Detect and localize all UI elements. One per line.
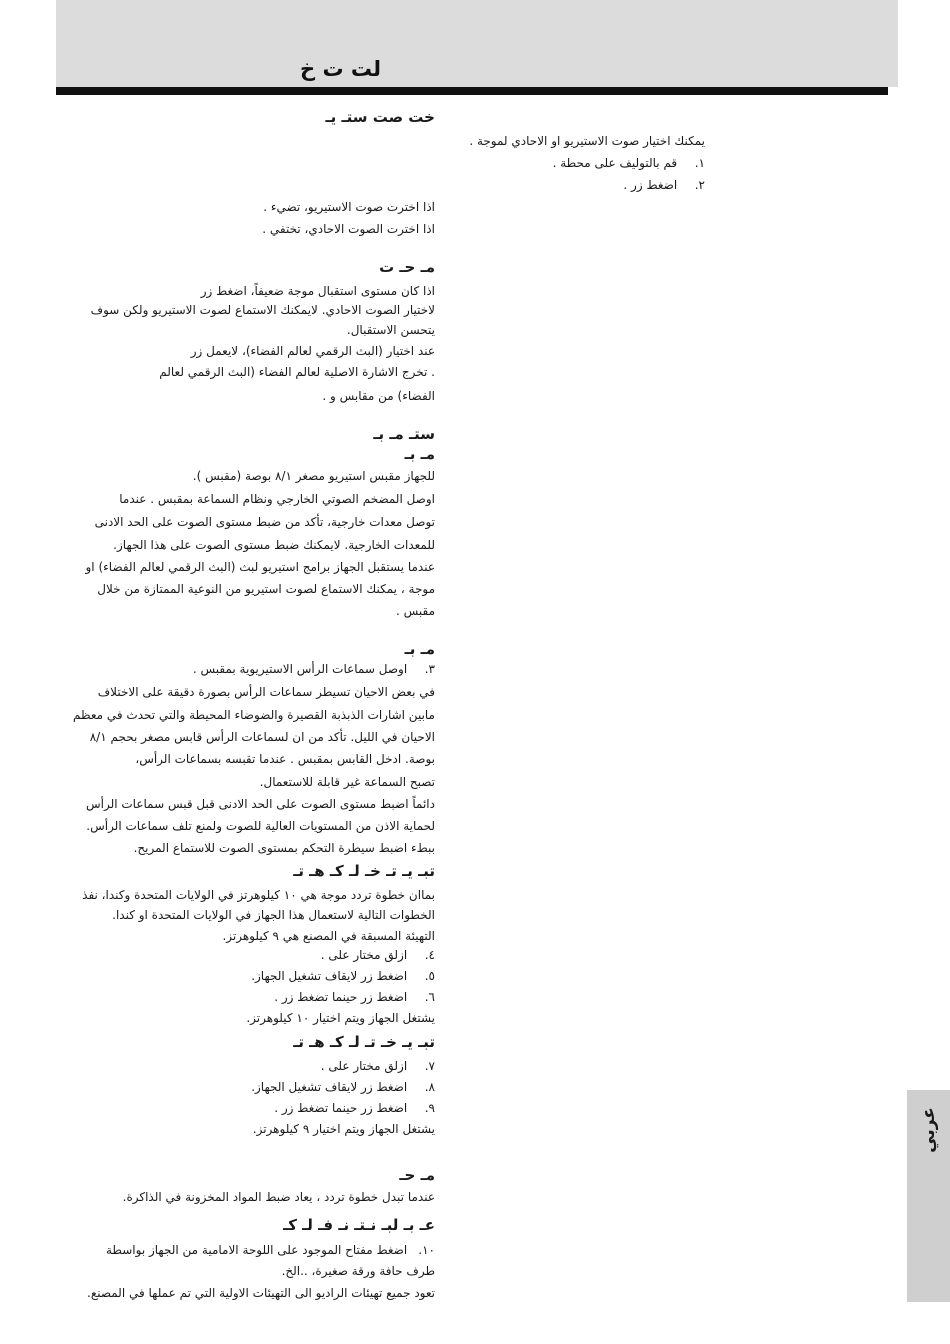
section-heading-headphones: مـ بـ [404,640,435,658]
header-rule [56,87,888,95]
paragraph-line: يتحسن الاستقبال. [346,323,435,337]
step-text: ازلق مختار على . [320,1059,408,1073]
step-number: ٥. [424,969,435,983]
subheading-jack: مـ بـ [404,445,435,463]
numbered-step-10 [106,1242,435,1258]
numbered-step-4 [321,947,435,963]
step-number: ٦. [424,990,435,1004]
paragraph-line: عند اختيار (البث الرقمي لعالم الفضاء)، لايعمل زر [190,344,435,358]
paragraph-line: عندما يستقبل الجهاز برامج استيريو لبث (البث الرقمي لعالم الفضاء) او [85,560,435,574]
section-heading-note-2: مـ حـ [399,1166,435,1184]
paragraph-line: مقبس . [395,604,435,618]
paragraph-line: يشتغل الجهاز ويتم اختيار ٩ كيلوهرتز. [252,1122,435,1136]
paragraph-line: . تخرج الاشارة الاصلية لعالم الفضاء (البث الرقمي لعالم [159,365,435,379]
numbered-step-3 [193,661,435,677]
step-text: ازلق مختار على . [320,948,408,962]
section-heading-line-out: ستـ مـ بـ [373,425,435,443]
paragraph-line: تعود جميع تهيئات الراديو الى التهيئات الاولية التي تم عملها في المصنع. [87,1286,435,1300]
numbered-step-8 [251,1079,435,1095]
paragraph-line: يشتغل الجهاز ويتم اختيار ١٠ كيلوهرتز. [246,1011,435,1025]
paragraph-line: اذا كان مستوى استقبال موجة ضعيفاً، اضغط زر [200,284,435,298]
step-text: اضغط زر . [623,178,678,192]
numbered-step-2 [623,177,705,193]
step-text: اضغط زر لايقاف تشغيل الجهاز. [251,1080,408,1094]
paragraph-line: للمعدات الخارجية. لايمكنك ضبط مستوى الصوت على هذا الجهاز. [113,538,435,552]
section-heading-stereo-mono: خت صت ستـ يـ [325,108,435,126]
step-number: ٩. [424,1101,435,1115]
paragraph-line: الفضاء) من مقابس و . [322,389,435,403]
paragraph-line: عندما تبدل خطوة تردد ، يعاد ضبط المواد المخزونة في الذاكرة. [122,1190,435,1204]
paragraph-line: موجة ، يمكنك الاستماع لصوت استيريو من النوعية الممتازة من خلال [97,582,435,596]
step-number: ٧. [424,1059,435,1073]
step-text: اوصل سماعات الرأس الاستيريوية بمقبس . [192,662,408,676]
step-number: ١. [694,156,705,170]
paragraph-line: اذا اخترت الصوت الاحادي، تختفي . [262,222,435,236]
section-heading-step-9khz: تبـ يـ خـ تـ لـ كـ هـ تـ [293,1033,435,1051]
step-number: ٢. [694,178,705,192]
paragraph-line: اذا اخترت صوت الاستيريو، تضيء . [263,200,435,214]
paragraph-line: تصبح السماعة غير قابلة للاستعمال. [259,775,435,789]
paragraph-line: بوصة. ادخل القابس بمقبس . عندما تقبسه بسماعات الرأس، [135,752,435,766]
numbered-step-1 [553,155,705,171]
section-heading-step-10khz: تبـ يـ تـ خـ لـ كـ هـ تـ [293,862,435,880]
numbered-step-6 [274,989,435,1005]
paragraph-line: في بعض الاحيان تسيطر سماعات الرأس بصورة دقيقة على الاختلاف [97,685,435,699]
step-number: ٣. [424,662,435,676]
paragraph-line: الاحيان في الليل. تأكد من ان لسماعات الرأس قابس مصغر بحجم ٨/١ [89,730,435,744]
step-number: ٤. [424,948,435,962]
section-heading-reset: عـ بـ لبـ نـتـ نـ فـ لـ كـ [283,1216,435,1234]
paragraph-line: بماان خطوة تردد موجة هي ١٠ كيلوهرتز في الولايات المتحدة وكندا، نفذ [82,888,435,902]
paragraph-line: للجهاز مقبس استيريو مصغر ٨/١ بوصة (مقبس ). [192,469,435,483]
paragraph-line: لحماية الاذن من المستويات العالية للصوت ولمنع تلف سماعات الرأس. [86,819,435,833]
step-text: اضغط زر لايقاف تشغيل الجهاز. [251,969,408,983]
top-header-band [56,0,898,87]
paragraph-line: التهيئة المسبقة في المصنع هي ٩ كيلوهرتز. [222,929,435,943]
step-text: اضغط زر حينما تضغط زر . [274,990,408,1004]
paragraph-line: طرف حافة ورقة صغيرة، ..الخ. [281,1264,435,1278]
step-text: قم بالتوليف على محطة . [552,156,678,170]
language-side-tab-label: عربي [919,1107,939,1153]
page-title: لت ت خ [300,57,381,81]
paragraph-line: مابين اشارات الذبذبة القصيرة والضوضاء المحيطة والتي تحدث في معظم [72,708,435,722]
paragraph-line: دائماً اضبط مستوى الصوت على الحد الادنى قبل قبس سماعات الرأس [85,797,435,811]
step-text: اضغط زر حينما تضغط زر . [274,1101,408,1115]
paragraph-line: يمكنك اختيار صوت الاستيريو او الاحادي لموجة . [469,134,705,148]
step-number: ٨. [424,1080,435,1094]
step-text: اضغط مفتاح الموجود على اللوحة الامامية من الجهاز بواسطة [105,1243,408,1257]
paragraph-line: اوصل المضخم الصوتي الخارجي ونظام السماعة بمقبس . عندما [119,492,435,506]
paragraph-line: الخطوات التالية لاستعمال هذا الجهاز في الولايات المتحدة او كندا. [112,908,435,922]
numbered-step-9 [274,1100,435,1116]
numbered-step-5 [251,968,435,984]
paragraph-line: لاختيار الصوت الاحادي. لايمكنك الاستماع لصوت الاستيريو ولكن سوف [90,303,435,317]
paragraph-line: ببطء اضبط سيطرة التحكم بمستوى الصوت للاستماع المريح. [133,841,435,855]
paragraph-line: توصل معدات خارجية، تأكد من ضبط مستوى الصوت على الحد الادنى [94,515,435,529]
section-heading-note-1: مـ حـ ت [379,258,435,276]
step-number: ١٠. [418,1243,435,1257]
numbered-step-7 [321,1058,435,1074]
